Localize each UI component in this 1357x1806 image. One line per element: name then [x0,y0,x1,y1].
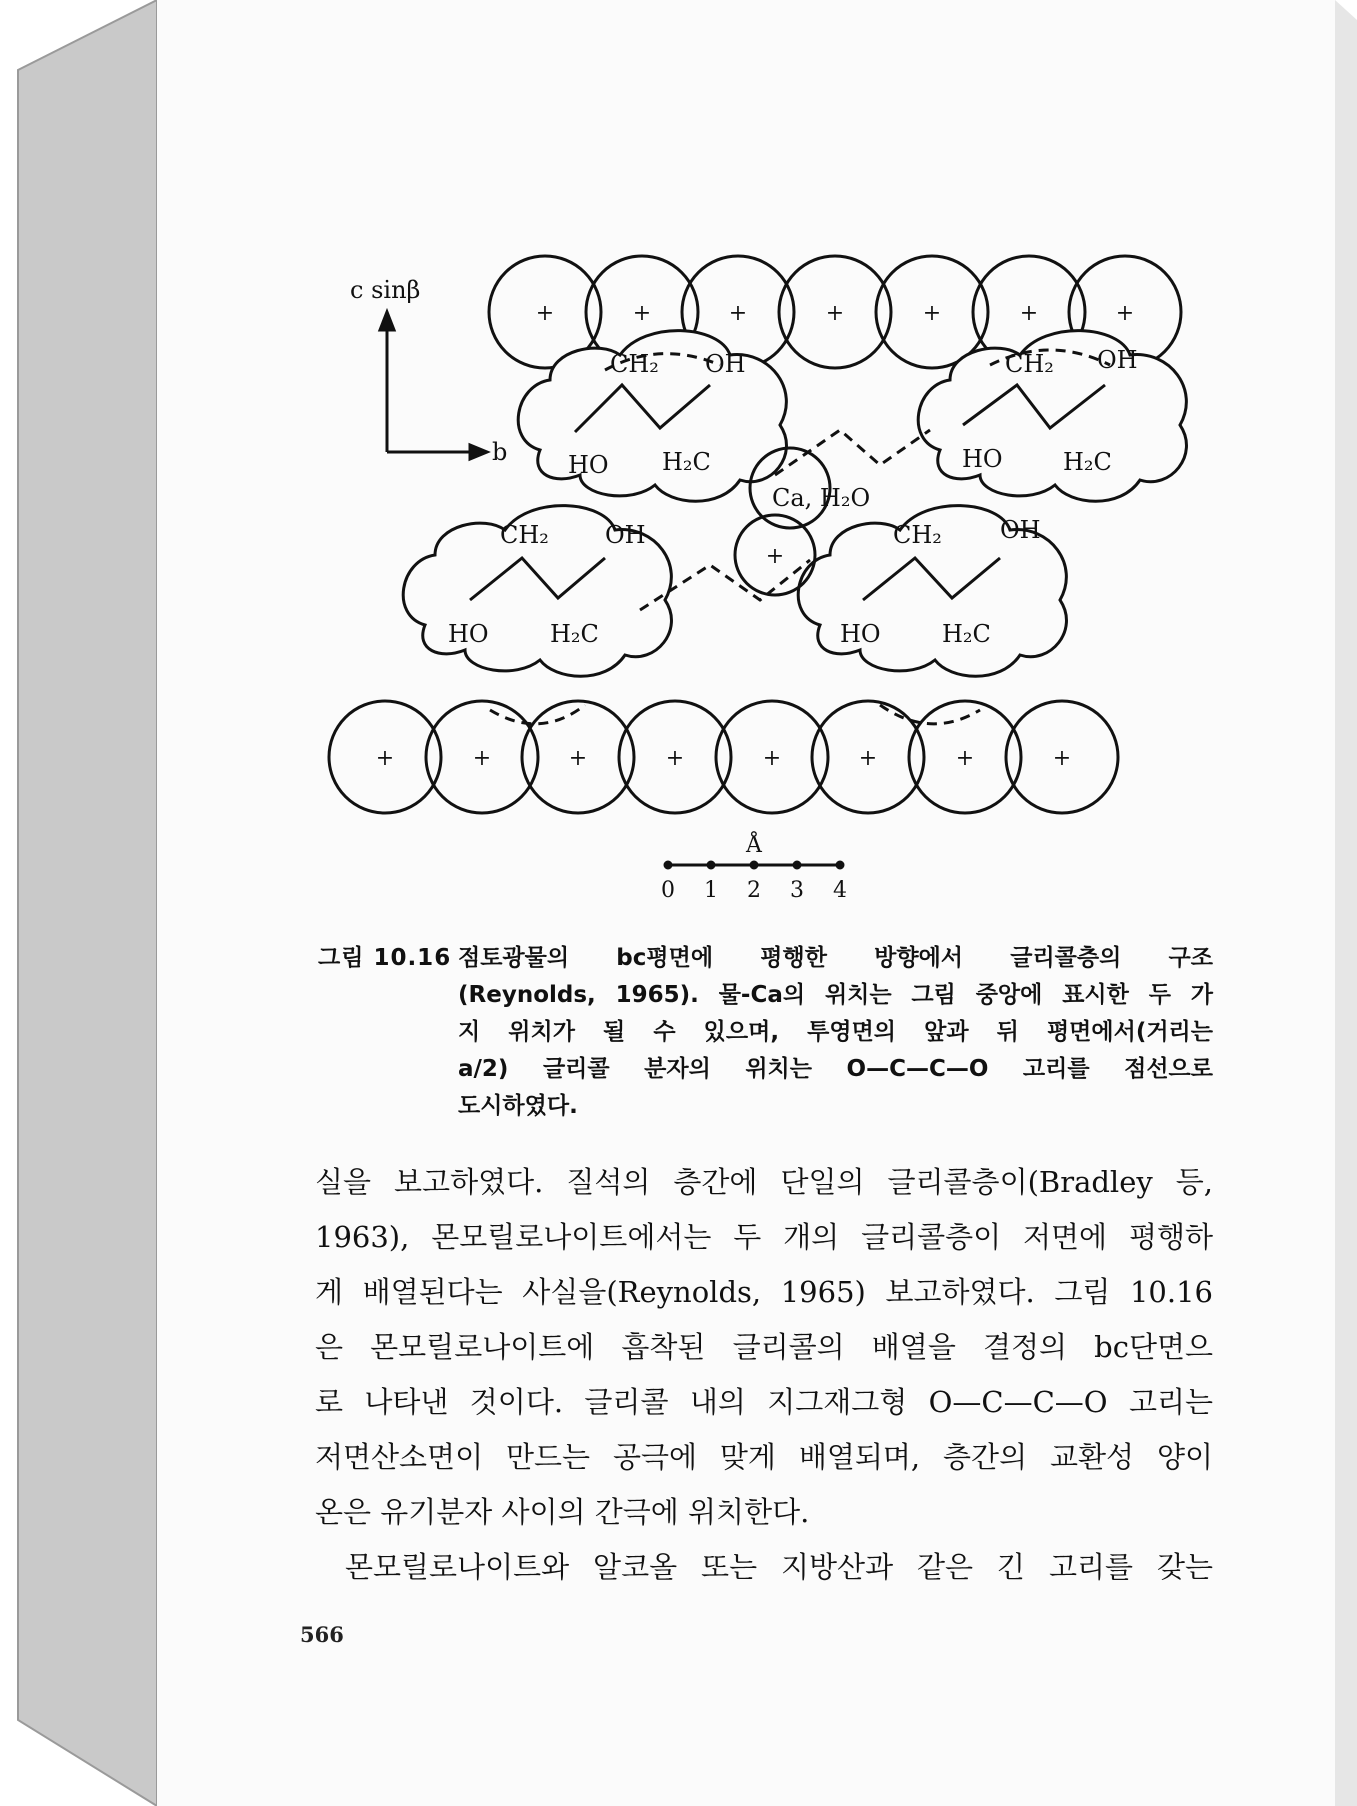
h2c-label: H₂C [1063,448,1112,476]
plus-marker: + [765,544,785,569]
h2c-label: H₂C [550,620,599,648]
ch2-label: CH₂ [1005,350,1054,378]
scale-tick-label: 4 [833,878,847,903]
body-line: 실을 보고하였다. 질석의 층간에 단일의 글리콜층이(Bradley 등, [315,1165,1213,1199]
horizontal-axis-label: b [492,438,508,466]
caption-label: 그림 10.16 [318,945,452,971]
scale-unit-label: Å [746,833,762,858]
body-paragraph [315,1155,1213,1595]
plus-marker: + [1052,746,1072,771]
caption-line: (Reynolds, 1965). 물-Ca의 위치는 그림 중앙에 표시한 두 가 [458,982,1213,1008]
plus-marker: + [535,301,555,326]
caption-line: a/2) 글리콜 분자의 위치는 O—C—C—O 고리를 점선으로 [458,1056,1213,1082]
plus-marker: + [568,746,588,771]
caption-line: 도시하였다. [458,1093,578,1119]
body-line: 1963), 몬모릴로나이트에서는 두 개의 글리콜층이 저면에 평행하 [315,1220,1213,1254]
ho-label: HO [840,620,881,648]
plus-marker: + [632,301,652,326]
scale-tick-label: 0 [661,878,675,903]
ho-label: HO [962,445,1003,473]
h2c-label: H₂C [942,620,991,648]
body-line: 온은 유기분자 사이의 간극에 위치한다. [315,1495,810,1529]
oh-label: OH [1097,346,1138,374]
plus-marker: + [375,746,395,771]
scale-tick [665,862,671,868]
scale-tick-label: 2 [747,878,761,903]
ca-water-label: Ca, H₂O [772,484,871,512]
oh-label: OH [605,521,646,549]
plus-marker: + [1019,301,1039,326]
page-number: 566 [300,1622,344,1647]
ch2-label: CH₂ [893,521,942,549]
plus-marker: + [728,301,748,326]
body-line: 저면산소면이 만드는 공극에 맞게 배열되며, 층간의 교환성 양이 [315,1440,1213,1474]
ho-label: HO [448,620,489,648]
scale-tick-label: 3 [790,878,804,903]
glycol-layer-figure [300,240,1260,910]
scale-tick [837,862,843,868]
dashed-chain-upper [775,430,930,475]
horizontal-axis-arrow [470,445,487,459]
ho-label: HO [568,451,609,479]
scale-tick [794,862,800,868]
scale-tick [751,862,757,868]
vertical-axis-arrow [380,312,394,330]
body-line: 은 몬모릴로나이트에 흡착된 글리콜의 배열을 결정의 bc단면으 [315,1330,1213,1364]
body-line: 몬모릴로나이트와 알코올 또는 지방산과 같은 긴 고리를 갖는 [345,1550,1213,1584]
oh-label: OH [705,350,746,378]
plus-marker: + [762,746,782,771]
plus-marker: + [665,746,685,771]
caption-line: 지 위치가 될 수 있으며, 투영면의 앞과 뒤 평면에서(거리는 [458,1019,1213,1045]
vertical-axis-label: c sinβ [350,276,421,304]
plus-marker: + [922,301,942,326]
dashed-arc-bottom-left [490,705,585,724]
ch2-label: CH₂ [610,350,659,378]
bottom-oxygen-row [329,701,1118,813]
scale-tick-label: 1 [704,878,718,903]
body-line: 게 배열된다는 사실을(Reynolds, 1965) 보고하였다. 그림 10.16 [315,1275,1213,1309]
plus-marker: + [825,301,845,326]
caption-line: 점토광물의 bc평면에 평행한 방향에서 글리콜층의 구조 [458,945,1213,971]
plus-marker: + [472,746,492,771]
caption-text [458,940,1213,1125]
book-right-edge [1335,0,1357,1806]
ch2-label: CH₂ [500,521,549,549]
h2c-label: H₂C [662,448,711,476]
book-spine [18,0,157,1806]
plus-marker: + [858,746,878,771]
oh-label: OH [1000,516,1041,544]
body-line: 로 나타낸 것이다. 글리콜 내의 지그재그형 O—C—C—O 고리는 [315,1385,1213,1419]
plus-marker: + [955,746,975,771]
scale-tick [708,862,714,868]
plus-marker: + [1115,301,1135,326]
